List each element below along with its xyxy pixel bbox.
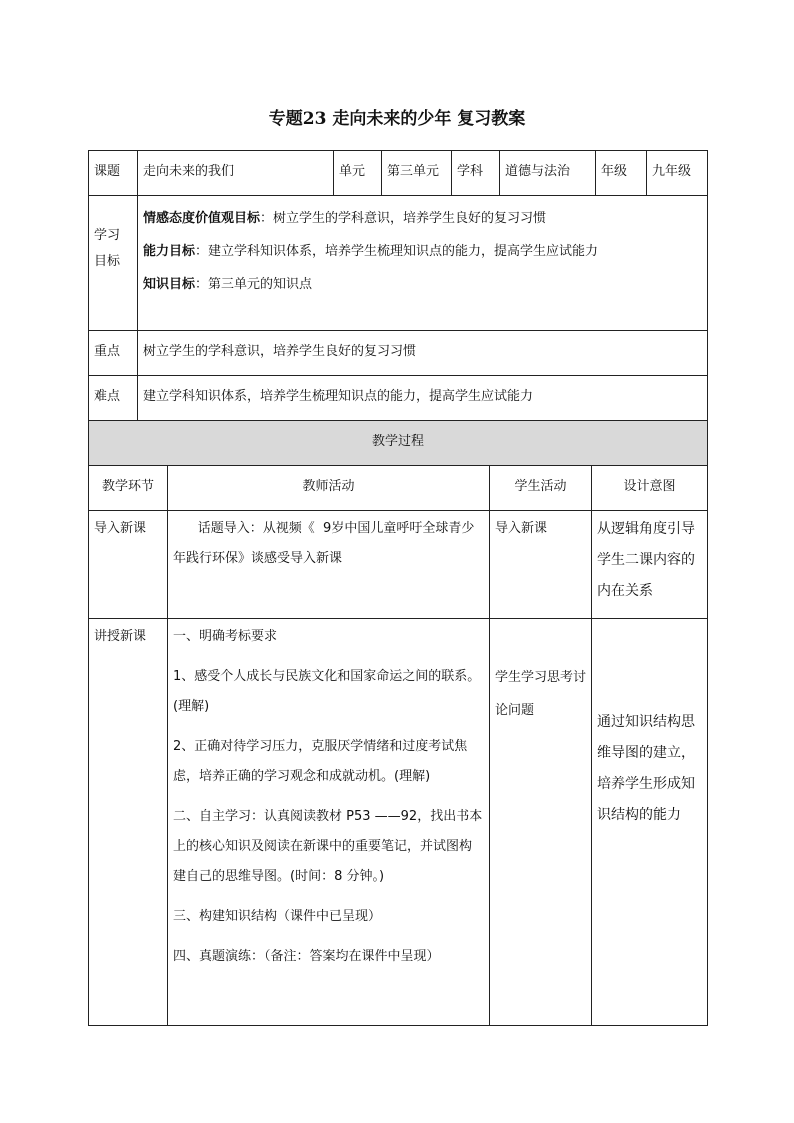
goal-knowledge-text: ：第三单元的知识点 [195, 277, 313, 292]
intro-intent: 从逻辑角度引导学生二课内容的内在关系 [592, 511, 708, 619]
goal-knowledge-heading: 知识目标 [143, 277, 196, 292]
goal-knowledge [143, 274, 702, 295]
col-intent: 设计意图 [592, 466, 708, 511]
goals-label-line2: 目标 [94, 254, 121, 269]
key-point-text: 树立学生的学科意识，培养学生良好的复习习惯 [138, 331, 708, 376]
lecture-item: 三、构建知识结构（课件中已呈现） [173, 909, 382, 924]
col-student: 学生活动 [490, 466, 592, 511]
lecture-student [490, 619, 592, 1026]
subject-label: 学科 [452, 151, 500, 196]
header-row [89, 151, 708, 196]
goal-emotion-text: ：树立学生的学科意识，培养学生良好的复习习惯 [260, 211, 547, 226]
goal-emotion [143, 208, 702, 229]
goal-ability-heading: 能力目标 [143, 244, 196, 259]
intro-row [89, 511, 708, 619]
lecture-item: 四、真题演练：（备注：答案均在课件中呈现） [173, 949, 440, 964]
difficulty-label: 难点 [89, 376, 138, 421]
subject-value: 道德与法治 [500, 151, 596, 196]
lecture-intent: 通过知识结构思维导图的建立，培养学生形成知识结构的能力 [592, 619, 708, 1026]
lecture-row [89, 619, 708, 1026]
difficulty-row [89, 376, 708, 421]
goals-row [89, 196, 708, 331]
goal-ability [143, 241, 702, 262]
unit-value: 第三单元 [382, 151, 452, 196]
goal-ability-text: ：建立学科知识体系，培养学生梳理知识点的能力，提高学生应试能力 [195, 244, 599, 259]
page-title: 专题23 走向未来的少年 复习教案 [268, 109, 526, 129]
lecture-stage-text: 讲授新课 [94, 629, 147, 644]
process-header-row [89, 466, 708, 511]
lecture-item: 二、自主学习：认真阅读教材 P53 ——92，找出书本上的核心知识及阅读在新课中的重要笔记，并试图构建自己的思维导图。(时间：8 分钟。) [173, 809, 483, 884]
intro-teacher [168, 511, 490, 619]
col-stage: 教学环节 [89, 466, 168, 511]
intro-student [490, 511, 592, 619]
key-point-row [89, 331, 708, 376]
lecture-teacher [168, 619, 490, 1026]
lecture-student-text: 学生学习思考讨论问题 [495, 670, 587, 718]
intro-stage-text: 导入新课 [94, 521, 147, 536]
col-teacher: 教师活动 [168, 466, 490, 511]
teaching-process-table [88, 420, 708, 1026]
lecture-stage [89, 619, 168, 1026]
goal-emotion-heading: 情感态度价值观目标 [143, 211, 261, 226]
key-point-label: 重点 [89, 331, 138, 376]
process-title: 教学过程 [89, 421, 708, 466]
topic-label: 课题 [89, 151, 138, 196]
goals-label [89, 196, 138, 331]
difficulty-text: 建立学科知识体系，培养学生梳理知识点的能力，提高学生应试能力 [138, 376, 708, 421]
unit-label: 单元 [334, 151, 382, 196]
lesson-info-table [88, 150, 708, 421]
grade-value: 九年级 [647, 151, 708, 196]
intro-teacher-text: 话题导入：从视频《 9岁中国儿童呼吁全球青少年践行环保》谈感受导入新课 [173, 521, 475, 566]
grade-label: 年级 [596, 151, 647, 196]
topic-value: 走向未来的我们 [138, 151, 334, 196]
goals-label-line1: 学习 [94, 228, 121, 243]
goals-content [138, 196, 708, 331]
process-title-row [89, 421, 708, 466]
intro-stage [89, 511, 168, 619]
intro-student-text: 导入新课 [495, 521, 548, 536]
lecture-item: 1、感受个人成长与民族文化和国家命运之间的联系。(理解) [173, 669, 481, 714]
lecture-item: 一、明确考标要求 [173, 629, 278, 644]
lecture-item: 2、正确对待学习压力，克服厌学情绪和过度考试焦虑，培养正确的学习观念和成就动机。(理解) [173, 739, 468, 784]
